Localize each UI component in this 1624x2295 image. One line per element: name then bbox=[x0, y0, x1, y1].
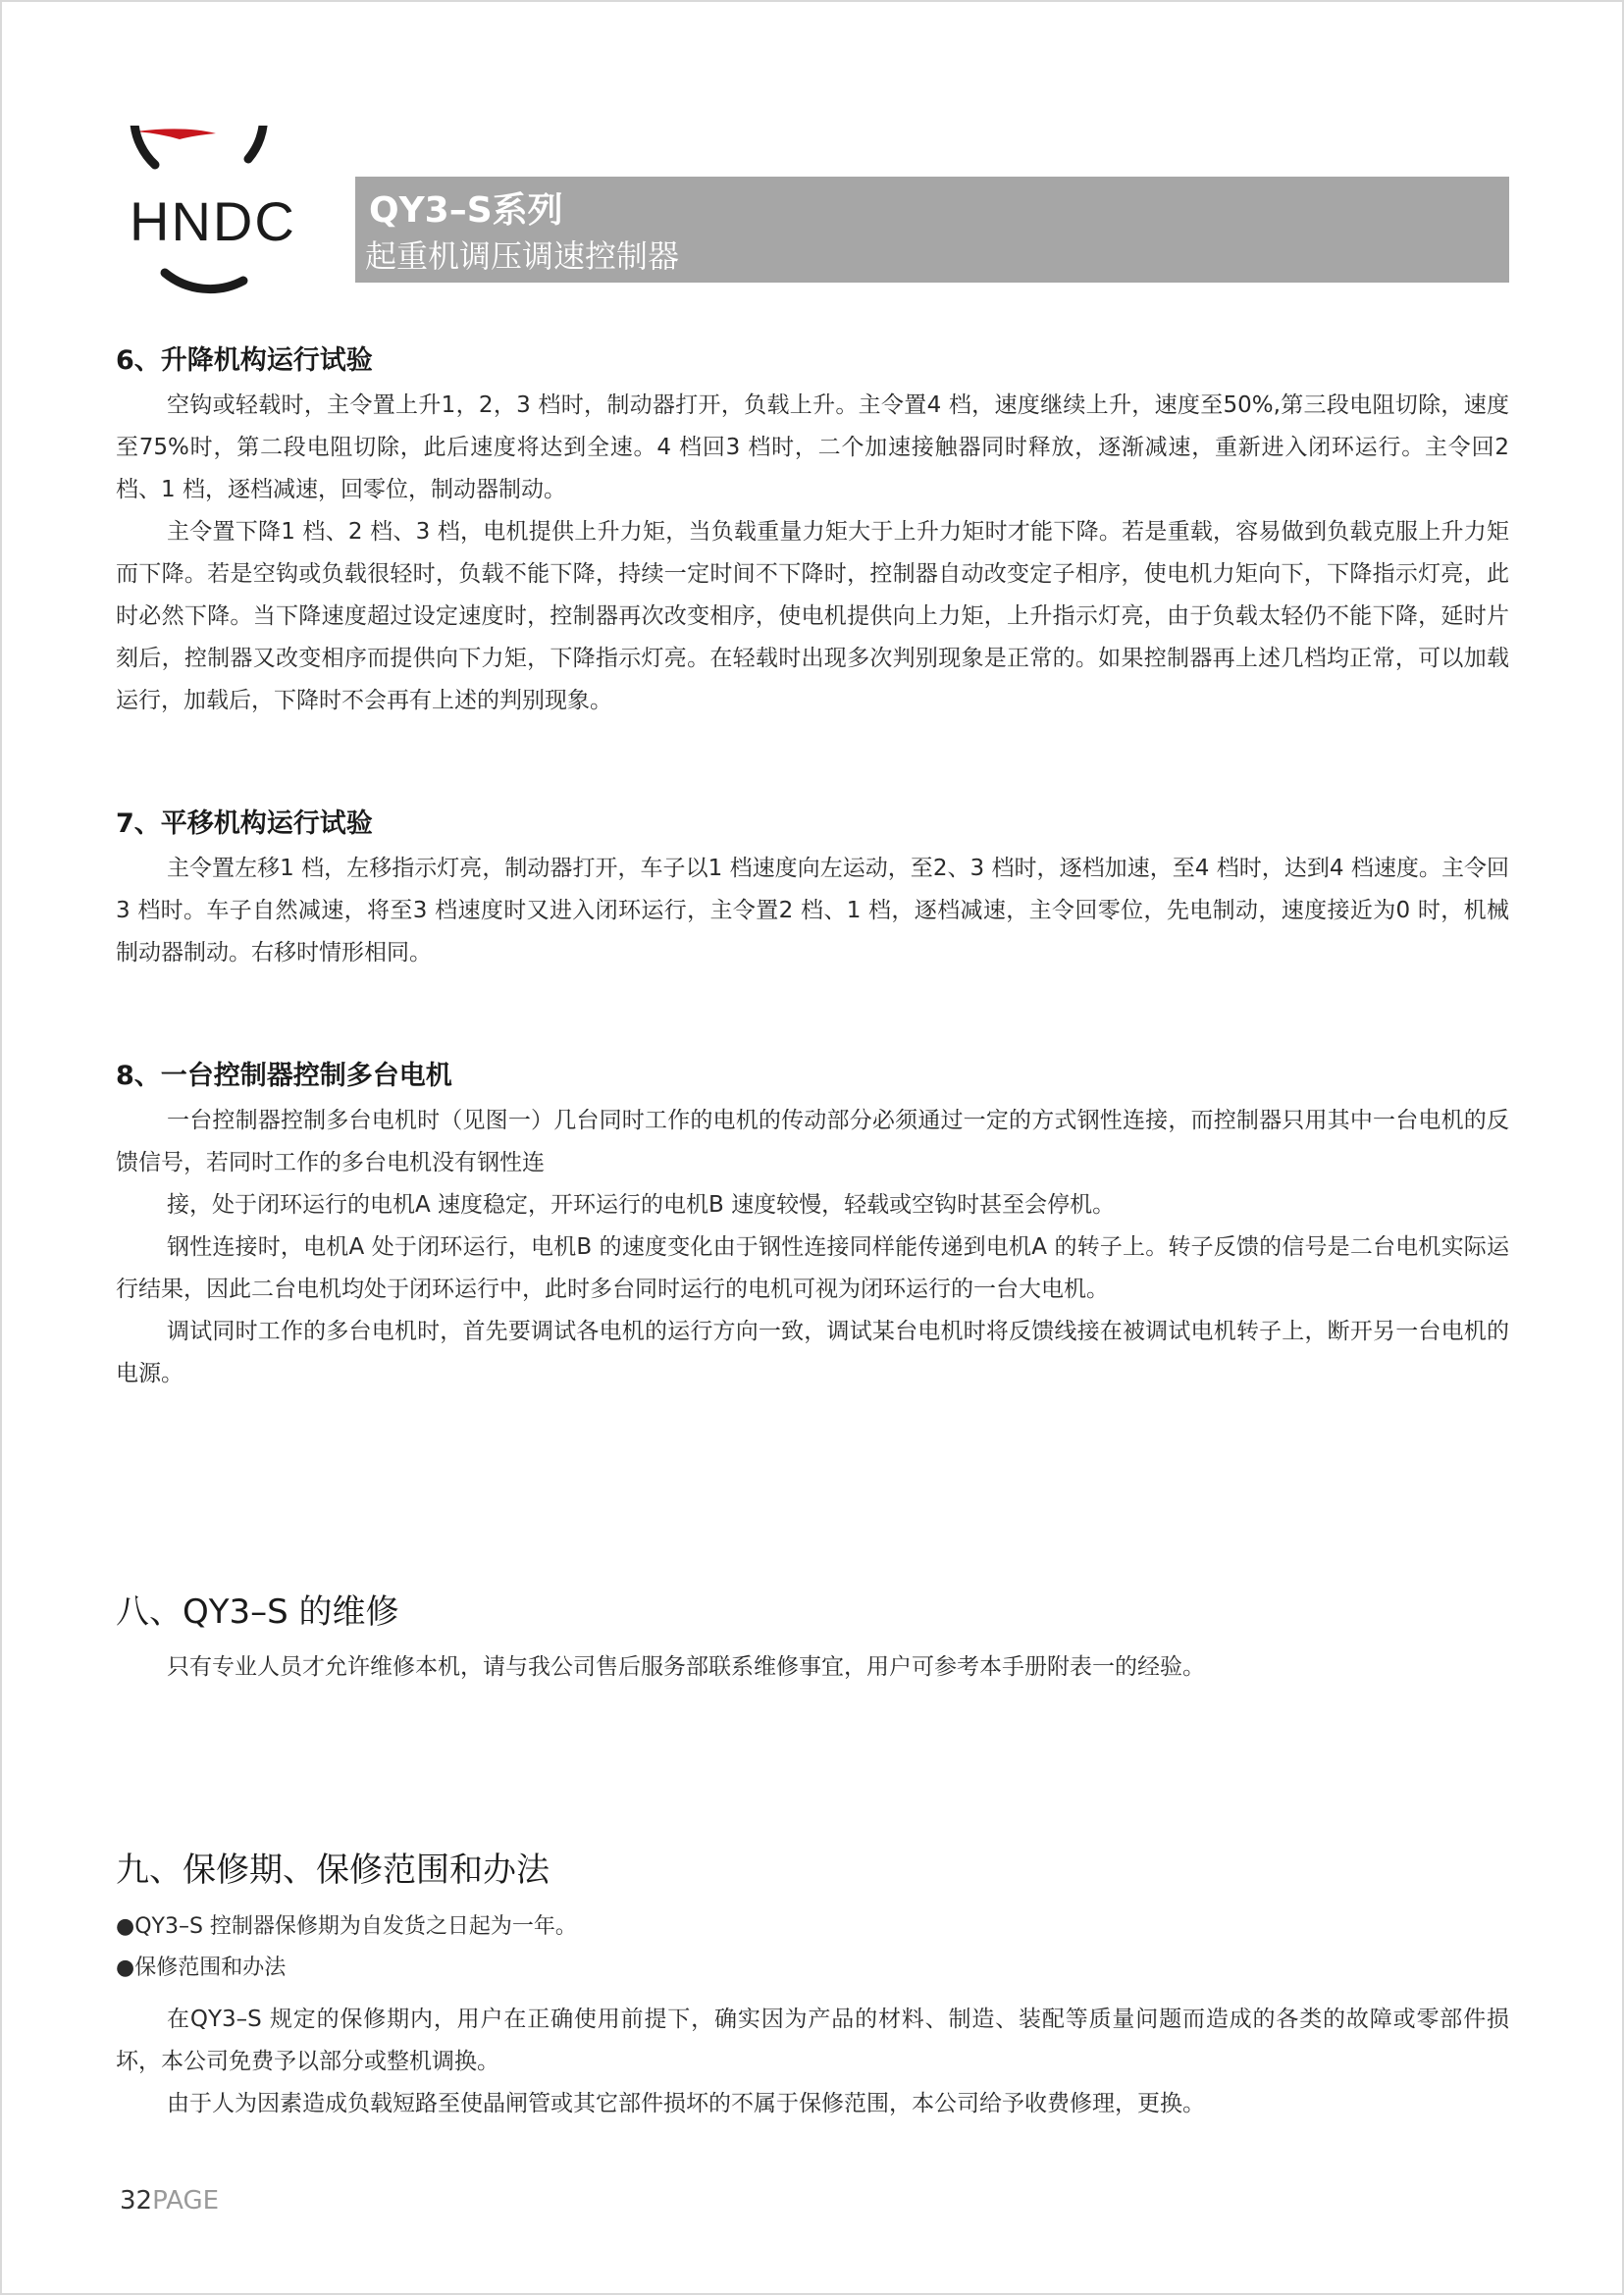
chapter-title-warranty: 九、保修期、保修范围和办法 bbox=[116, 1851, 550, 1890]
bullet-item: ●QY3–S 控制器保修期为自发货之日起为一年。 bbox=[116, 1914, 577, 1939]
page-number-value: 32 bbox=[120, 2186, 153, 2216]
paragraph: 接，处于闭环运行的电机A 速度稳定，开环运行的电机B 速度较慢，轻载或空钩时甚至会停机。 bbox=[167, 1192, 1116, 1218]
paragraph: 一台控制器控制多台电机时（见图一）几台同时工作的电机的传动部分必须通过一定的方式钢性连接，而控制器只用其中一台电机的反馈信号，若同时工作的多台电机没有钢性连 bbox=[116, 1108, 1509, 1175]
company-logo bbox=[126, 126, 302, 297]
paragraph: 在QY3–S 规定的保修期内，用户在正确使用前提下，确实因为产品的材料、制造、装配等质量问题而造成的各类的故障或零部件损坏，本公司免费予以部分或整机调换。 bbox=[116, 2007, 1509, 2074]
paragraph: 钢性连接时，电机A 处于闭环运行，电机B 的速度变化由于钢性连接同样能传递到电机A 的转子上。转子反馈的信号是二台电机实际运行结果，因此二台电机均处于闭环运行中，此时多台同时运行的电机可视为闭环运行的一台大电机。 bbox=[116, 1234, 1509, 1302]
document-body bbox=[116, 341, 1509, 2125]
paragraph: 主令置下降1 档、2 档、3 档，电机提供上升力矩，当负载重量力矩大于上升力矩时才能下降。若是重载，容易做到负载克服上升力矩而下降。若是空钩或负载很轻时，负载不能下降，持续一定时间不下降时，控制器自动改变定子相序，使电机力矩向下，下降指示灯亮，此时必然下降。当下降速度超过设定速度时，控制器再次改变相序，使电机提供向上力矩，上升指示灯亮，由于负载太轻仍不能下降，延时片刻后，控制器又改变相序而提供向下力矩，下降指示灯亮。在轻载时出现多次判别现象是正常的。如果控制器再上述几档均正常，可以加载运行，加载后，下降时不会再有上述的判别现象。 bbox=[116, 519, 1509, 713]
product-subtitle: 起重机调压调速控制器 bbox=[365, 237, 680, 275]
logo-text: HNDC bbox=[130, 190, 296, 252]
section-title-8: 8、一台控制器控制多台电机 bbox=[116, 1061, 452, 1091]
chapter-title-maintenance: 八、QY3–S 的维修 bbox=[116, 1592, 399, 1632]
page-number bbox=[120, 2186, 219, 2216]
paragraph: 主令置左移1 档，左移指示灯亮，制动器打开，车子以1 档速度向左运动，至2、3 档时，逐档加速，至4 档时，达到4 档速度。主令回3 档时。车子自然减速，将至3 档速度时又进入闭环运行，主令置2 档、1 档，逐档减速，主令回零位，先电制动，速度接近为0 时，机械制动器制动。右移时情形相同。 bbox=[116, 856, 1509, 965]
header-bar bbox=[355, 177, 1509, 283]
paragraph: 调试同时工作的多台电机时，首先要调试各电机的运行方向一致，调试某台电机时将反馈线接在被调试电机转子上，断开另一台电机的电源。 bbox=[116, 1319, 1509, 1386]
page-label: PAGE bbox=[152, 2186, 220, 2216]
product-series: QY3–S系列 bbox=[369, 190, 563, 231]
paragraph: 空钩或轻载时，主令置上升1，2，3 档时，制动器打开，负载上升。主令置4 档，速度继续上升，速度至50%,第三段电阻切除，速度至75%时，第二段电阻切除，此后速度将达到全速。4 档回3 档时，二个加速接触器同时释放，逐渐减速，重新进入闭环运行。主令回2 档、1 档，逐档减速，回零位，制动器制动。 bbox=[116, 392, 1509, 502]
section-title-7: 7、平移机构运行试验 bbox=[116, 808, 373, 839]
section-title-6: 6、升降机构运行试验 bbox=[116, 345, 373, 376]
paragraph: 只有专业人员才允许维修本机，请与我公司售后服务部联系维修事宜，用户可参考本手册附表一的经验。 bbox=[167, 1654, 1205, 1680]
paragraph: 由于人为因素造成负载短路至使晶闸管或其它部件损坏的不属于保修范围，本公司给予收费修理，更换。 bbox=[167, 2091, 1205, 2116]
bullet-item: ●保修范围和办法 bbox=[116, 1956, 287, 1980]
